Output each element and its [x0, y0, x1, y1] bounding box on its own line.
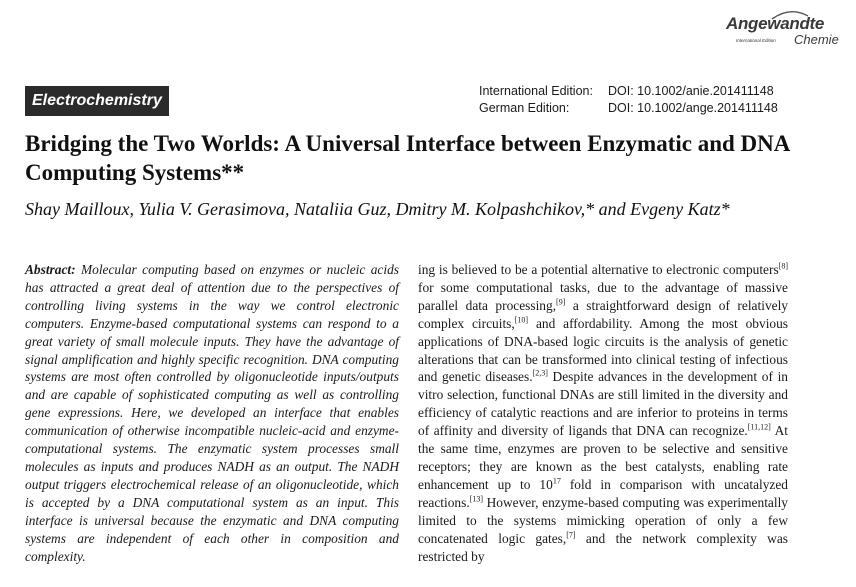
- body-text-6: At the same time, enzymes are proven to be selective and sensitive receptors; they are known as the best catalysts, enabling rate enhancement up to 10: [418, 423, 788, 492]
- body-text-7: fold in comparison with uncatalyzed reactions.: [418, 476, 789, 510]
- doi-german-value: DOI: 10.1002/ange.201411148: [608, 101, 778, 115]
- journal-logo: [718, 10, 848, 56]
- ref-8[interactable]: [8]: [778, 261, 788, 271]
- exponent-17: 17: [552, 476, 561, 486]
- body-text-5: Despite advances in the development of in vitro selection, functional DNAs are still limited in the diversity and efficiency of catalytic reactions and are inferior to proteins in terms of affinity and diversity of ligands that DNA can recognize.: [418, 369, 788, 439]
- abstract-label: Abstract:: [25, 262, 76, 277]
- ref-2-3[interactable]: [2,3]: [532, 368, 548, 378]
- body-text-1: ing is believed to be a potential alternative to electronic computers: [418, 262, 779, 277]
- doi-international-label: International Edition:: [479, 84, 593, 98]
- body-text-3: a straightforward design of relatively complex circuits,: [418, 297, 788, 331]
- body-text-4: and affordability. Among the most obvious applications of DNA-based logic circuits is the analysis of genetic alterations that can be transformed into clinical testing of infectious and genetic diseases.: [418, 315, 789, 385]
- ref-7[interactable]: [7]: [566, 530, 576, 540]
- section-tag: Electrochemistry: [25, 86, 169, 116]
- logo-international-edition: International Edition: [736, 38, 776, 43]
- body-text-9: and the network complexity was restricted by: [418, 530, 788, 564]
- abstract-column: [25, 261, 399, 565]
- ref-11-12[interactable]: [11,12]: [747, 422, 771, 432]
- doi-international-value: DOI: 10.1002/anie.201411148: [608, 84, 774, 98]
- author-list: Shay Mailloux, Yulia V. Gerasimova, Nataliia Guz, Dmitry M. Kolpashchikov,* and Evgeny Katz*: [25, 199, 730, 219]
- body-text-8: However, enzyme-based computing was experimentally limited to the systems mimicking operation of only a few concatenated logic gates,: [418, 494, 788, 546]
- doi-german-row: [479, 100, 778, 117]
- logo-chemie: Chemie: [794, 32, 839, 47]
- doi-block: [479, 83, 778, 117]
- body-column: [418, 261, 788, 565]
- article-title: Bridging the Two Worlds: A Universal Interface between Enzymatic and DNA Computing Systems**: [25, 131, 790, 185]
- doi-international-row: [479, 83, 778, 100]
- ref-10[interactable]: [10]: [514, 315, 529, 325]
- logo-angewandte: Angewandte: [726, 14, 825, 33]
- doi-german-label: German Edition:: [479, 101, 570, 115]
- abstract-text: Molecular computing based on enzymes or nucleic acids has attracted a great deal of attention due to the perspectives of controlling living systems in the way we control electronic computers. Enzyme-based computational systems can respond to a great variety of small molecule inputs. They have the advantage of signal amplification and highly specific recognition. DNA computing systems are most often controlled by oligonucleotide inputs/outputs and are capable of sophisticated computing as well as controlling gene expressions. Here, we developed an interface that enables communication of otherwise incompatible nucleic-acid and enzyme-computational systems. The enzymatic system processes small molecules as inputs and produces NADH as an output. The NADH output triggers electrochemical release of an oligonucleotide, which is accepted by a DNA computational system as an input. This interface is universal because the enzymatic and DNA computing systems are independent of each other in composition and complexity.: [25, 262, 399, 564]
- ref-9[interactable]: [9]: [556, 297, 566, 307]
- body-text-2: for some computational tasks, due to the advantage of massive parallel data processing,: [418, 279, 788, 313]
- ref-13[interactable]: [13]: [469, 494, 484, 504]
